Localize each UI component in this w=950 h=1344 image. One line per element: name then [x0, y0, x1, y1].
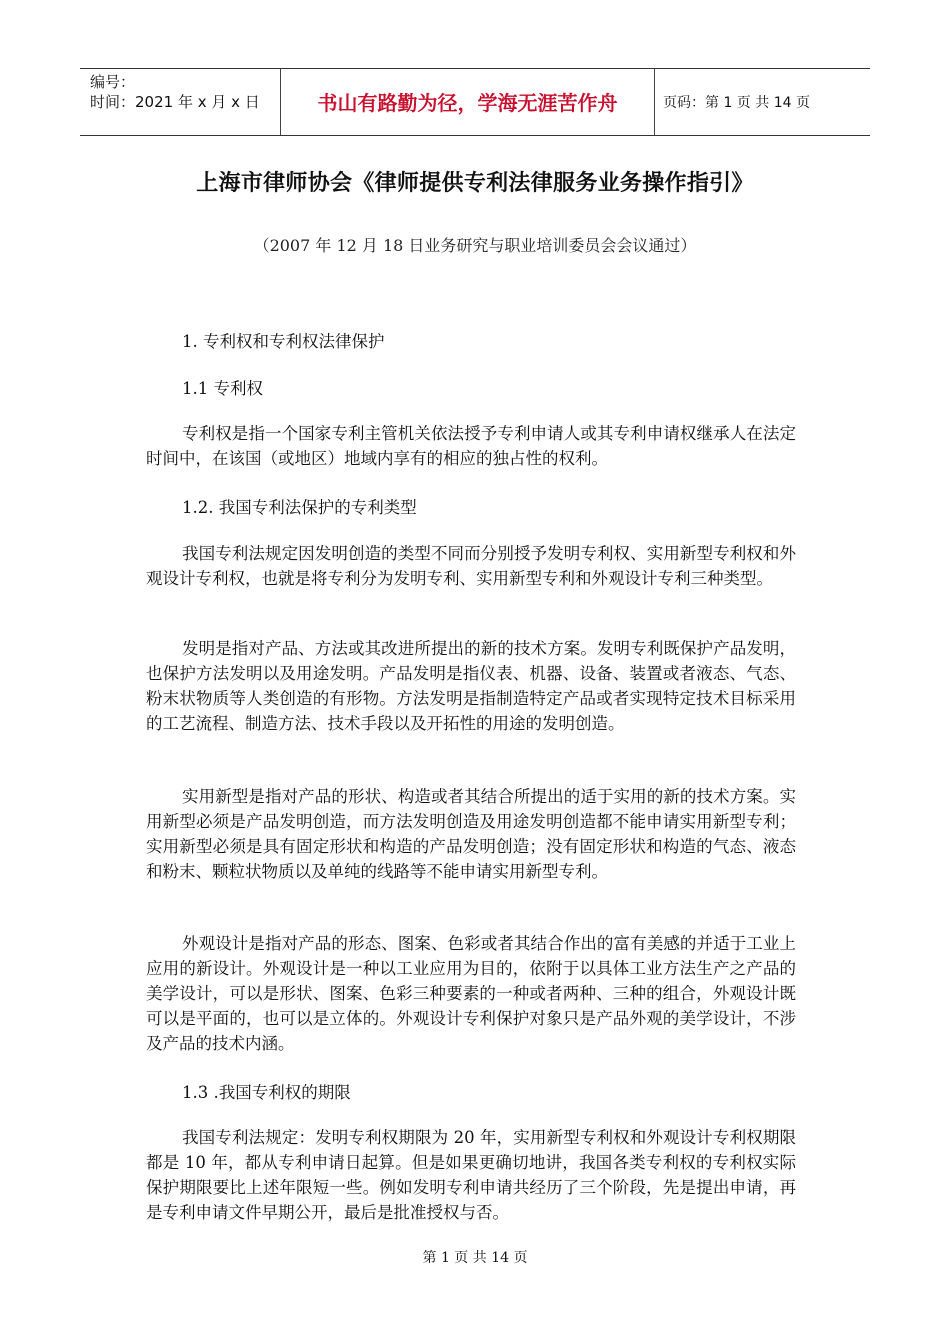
header-table: [80, 68, 870, 136]
paragraph: [146, 1125, 796, 1225]
section-heading: 1.1 专利权: [182, 379, 263, 398]
header-page-info: 页码：第 1 页 共 14 页: [663, 95, 810, 111]
paragraph: [146, 421, 796, 471]
document-title: 上海市律师协会《律师提供专利法律服务业务操作指引》: [196, 171, 754, 196]
paragraph-text: 专利权是指一个国家专利主管机关依法授予专利申请人或其专利申请权继承人在法定时间中，在该国（或地区）地域内享有的相应的独占性的权利。: [146, 424, 796, 468]
number-label: 编号：: [90, 73, 136, 91]
paragraph-text: 我国专利法规定因发明创造的类型不同而分别授予发明专利权、实用新型专利权和外观设计专利权，也就是将专利分为发明专利、实用新型专利和外观设计专利三种类型。: [146, 544, 796, 588]
paragraph-text: 实用新型是指对产品的形状、构造或者其结合所提出的适于实用的新的技术方案。实用新型必须是产品发明创造，而方法发明创造及用途发明创造都不能申请实用新型专利；实用新型必须是具有固定形状和构造的产品发明创造；没有固定形状和构造的气态、液态和粉末、颗粒状物质以及单纯的线路等不能申请实用新型专利。: [146, 787, 796, 881]
paragraph: [146, 636, 796, 736]
time-label: 时间：2021 年 x 月 x 日: [90, 93, 260, 111]
paragraph-text: 发明是指对产品、方法或其改进所提出的新的技术方案。发明专利既保护产品发明，也保护方法发明以及用途发明。产品发明是指仪表、机器、设备、装置或者液态、气态、粉末状物质等人类创造的有形物。方法发明是指制造特定产品或者实现特定技术目标采用的工艺流程、制造方法、技术手段以及开拓性的用途的发明创造。: [146, 639, 796, 733]
paragraph-text: 外观设计是指对产品的形态、图案、色彩或者其结合作出的富有美感的并适于工业上应用的新设计。外观设计是一种以工业应用为目的，依附于以具体工业方法生产之产品的美学设计，可以是形状、图案、色彩三种要素的一种或者两种、三种的组合，外观设计既可以是平面的，也可以是立体的。外观设计专利保护对象只是产品外观的美学设计，不涉及产品的技术内涵。: [146, 934, 796, 1053]
paragraph-text: 我国专利法规定：发明专利权期限为 20 年，实用新型专利权和外观设计专利权期限都是 10 年，都从专利申请日起算。但是如果更确切地讲，我国各类专利权的专利权实际保护期限要比上述年限短一些。例如发明专利申请共经历了三个阶段，先是提出申请，再是专利申请文件早期公开，最后是批准授权与否。: [146, 1128, 796, 1222]
header-meta: [80, 69, 281, 135]
header-motto: 书山有路勤为径，学海无涯苦作舟: [281, 69, 655, 135]
page-footer: 第 1 页 共 14 页: [422, 1250, 528, 1266]
paragraph: [146, 931, 796, 1056]
document-subtitle: （2007 年 12 月 18 日业务研究与职业培训委员会会议通过）: [253, 236, 697, 255]
paragraph: [146, 541, 796, 591]
paragraph: [146, 784, 796, 884]
section-heading: 1.2. 我国专利法保护的专利类型: [182, 498, 417, 517]
section-heading: 1. 专利权和专利权法律保护: [182, 332, 385, 351]
section-heading: 1.3 .我国专利权的期限: [182, 1083, 351, 1102]
